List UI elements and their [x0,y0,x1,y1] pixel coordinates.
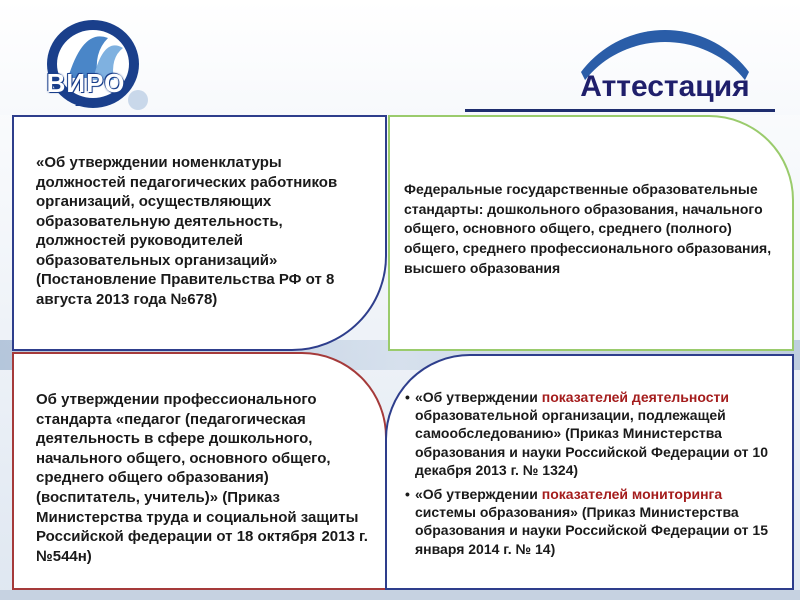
title-underline [465,109,775,112]
item1-prefix: «Об утверждении [415,389,542,405]
card-fgos [388,115,794,351]
logo-year: 1938 [74,98,96,108]
card-professional-standard [12,352,387,590]
card-fgos-text: Федеральные государственные образовательные стандарты: дошкольного образования, начального общего, основного общего, среднего (полного) общего, среднего профессионального образования, высшего образования [404,181,772,276]
page-title: Аттестация [580,70,750,103]
card-standard-text: Об утверждении профессионального стандарта «педагог (педагогическая деятельность в сфере дошкольного, начального общего, основного общего, среднего общего образования) (воспитатель, учитель)» (Приказ Министерства труда и социальной защиты Российской федерации от 18 октября 2013 г. №544н) [36,391,368,565]
card-indicators [385,354,794,590]
card-nomenclature [12,115,387,351]
list-item [405,388,776,479]
logo-text: ВИРО [46,68,126,98]
card-nomenclature-text: «Об утверждении номенклатуры должностей педагогических работников организаций, осуществляющих образовательную деятельность, должностей руководителей образовательных организаций» (Постановление Правительства РФ от 8 августа 2013 года №678) [36,154,338,308]
item1-suffix: образовательной организации, подлежащей самообследованию» (Приказ Министерства образования и науки Российской Федерации от 10 декабря 2013 г. № 1324) [415,407,769,478]
bottom-band [0,590,800,600]
item2-highlight: показателей мониторинга [541,486,723,503]
item2-prefix: «Об утверждении [415,486,542,503]
item1-highlight: показателей деятельности [541,389,729,405]
item2-suffix: системы образования» (Приказ Министерства образования и науки Российской Федерации от 15 января 2014 г. № 14) [415,504,769,557]
list-item [405,485,776,558]
